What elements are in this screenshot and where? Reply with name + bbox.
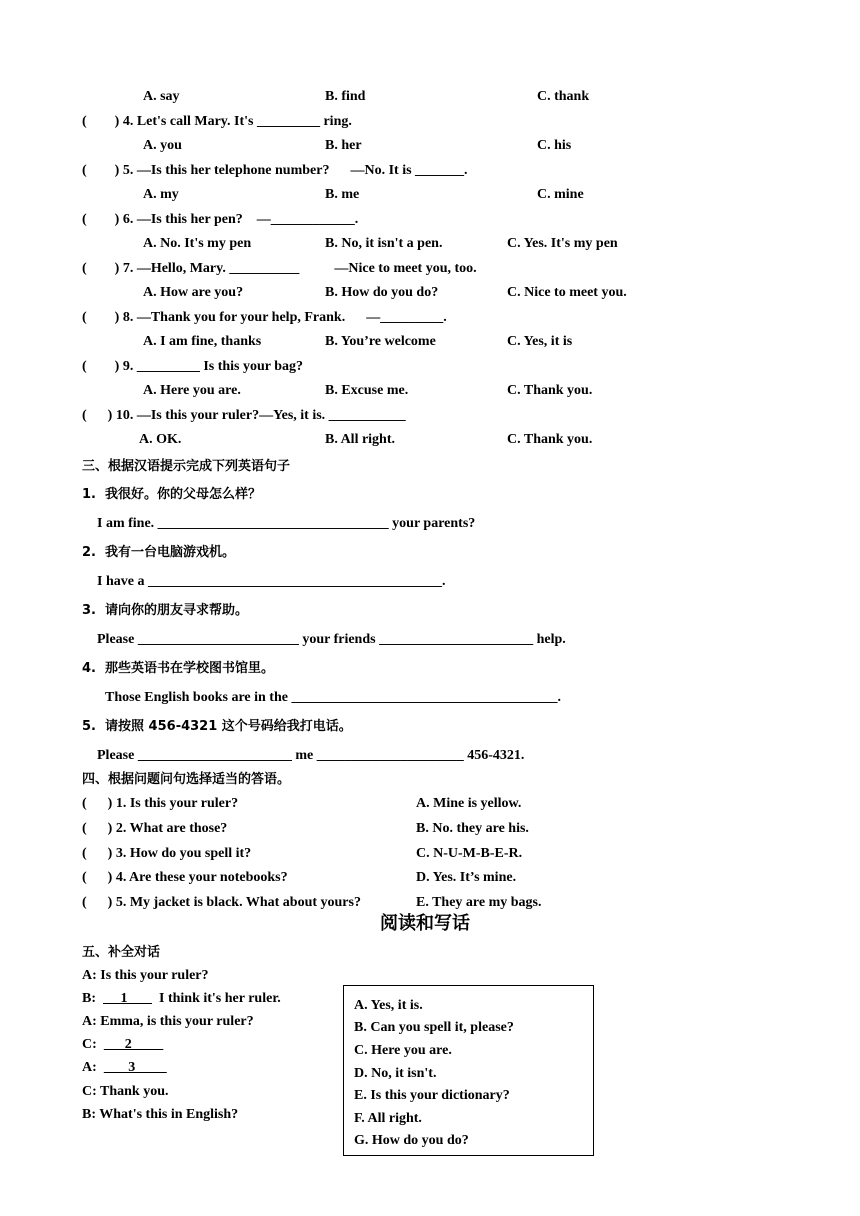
- option-c: C. his: [537, 138, 572, 153]
- option-b: B. No, it isn't a pen.: [325, 236, 443, 251]
- option-b: B. You’re welcome: [325, 334, 436, 349]
- option-a: A. you: [143, 138, 182, 153]
- dialogue-text: I think it's her ruler.: [152, 991, 281, 1006]
- option-c: C. Yes, it is: [507, 334, 573, 349]
- part3-prompt-1: 1. 我很好。你的父母怎么样？: [82, 487, 262, 502]
- option-c: C. mine: [537, 187, 584, 202]
- question-7: ( ) 7. —Hello, Mary. __________ —Nice to meet you, too.: [82, 261, 477, 276]
- choice-b: B. Can you spell it, please?: [354, 1020, 514, 1035]
- part3-prompt-2: 2. 我有一台电脑游戏机。: [82, 545, 236, 560]
- part4-answer-e: E. They are my bags.: [416, 895, 542, 910]
- dialogue-line-7: B: What's this in English?: [82, 1107, 239, 1122]
- dialogue-line-4: [82, 1037, 163, 1053]
- speaker: A:: [82, 1060, 104, 1075]
- part4-question-2: ( ) 2. What are those?: [82, 821, 228, 836]
- part4-answer-c: C. N-U-M-B-E-R.: [416, 846, 523, 861]
- option-c: C. Thank you.: [507, 383, 593, 398]
- option-c: C. Nice to meet you.: [507, 285, 627, 300]
- option-b: B. All right.: [325, 432, 396, 447]
- blank-2[interactable]: 2: [103, 1037, 164, 1052]
- choice-e: E. Is this your dictionary?: [354, 1088, 510, 1103]
- blank-3[interactable]: 3: [103, 1060, 167, 1075]
- part3-sentence-5: Please ______________________ me _____________________ 456-4321.: [97, 748, 525, 763]
- speaker: C:: [82, 1037, 104, 1052]
- question-8: ( ) 8. —Thank you for your help, Frank. —_________.: [82, 310, 447, 325]
- part4-title: 四、根据问题问句选择适当的答语。: [82, 772, 291, 787]
- option-b: B. How do you do?: [325, 285, 439, 300]
- part4-question-1: ( ) 1. Is this your ruler?: [82, 796, 239, 811]
- choice-f: F. All right.: [354, 1111, 422, 1126]
- option-a: A. OK.: [139, 432, 182, 447]
- dialogue-line-6: C: Thank you.: [82, 1084, 169, 1099]
- question-10: ( ) 10. —Is this your ruler?—Yes, it is. ___________: [82, 408, 406, 423]
- part3-sentence-2: I have a __________________________________________.: [97, 574, 446, 589]
- section-heading: 阅读和写话: [380, 913, 470, 934]
- part4-question-4: ( ) 4. Are these your notebooks?: [82, 870, 288, 885]
- part3-prompt-3: 3. 请向你的朋友寻求帮助。: [82, 603, 249, 618]
- option-b: B. her: [325, 138, 362, 153]
- part3-sentence-1: I am fine. _________________________________ your parents?: [97, 516, 476, 531]
- choice-g: G. How do you do?: [354, 1133, 469, 1148]
- part4-answer-d: D. Yes. It’s mine.: [416, 870, 517, 885]
- option-c: C. thank: [537, 89, 590, 104]
- option-a: A. I am fine, thanks: [143, 334, 262, 349]
- option-c: C. Thank you.: [507, 432, 593, 447]
- part3-sentence-4: Those English books are in the ______________________________________.: [105, 690, 561, 705]
- part3-sentence-3: Please _______________________ your friends ______________________ help.: [97, 632, 566, 647]
- part4-question-5: ( ) 5. My jacket is black. What about yours?: [82, 895, 361, 910]
- option-a: A. No. It's my pen: [143, 236, 252, 251]
- option-a: A. Here you are.: [143, 383, 241, 398]
- choice-d: D. No, it isn't.: [354, 1066, 437, 1081]
- option-a: A. How are you?: [143, 285, 244, 300]
- option-b: B. find: [325, 89, 366, 104]
- question-4: ( ) 4. Let's call Mary. It's _________ ring.: [82, 114, 352, 129]
- question-6: ( ) 6. —Is this her pen? —____________.: [82, 212, 359, 227]
- choice-c: C. Here you are.: [354, 1043, 452, 1058]
- part3-title: 三、根据汉语提示完成下列英语句子: [82, 459, 291, 474]
- speaker: B:: [82, 991, 103, 1006]
- dialogue-line-3: A: Emma, is this your ruler?: [82, 1014, 254, 1029]
- part5-title: 五、补全对话: [82, 945, 161, 960]
- part3-prompt-4: 4. 那些英语书在学校图书馆里。: [82, 661, 275, 676]
- part4-question-3: ( ) 3. How do you spell it?: [82, 846, 252, 861]
- choice-a: A. Yes, it is.: [354, 998, 423, 1013]
- option-b: B. me: [325, 187, 360, 202]
- part4-answer-a: A. Mine is yellow.: [416, 796, 522, 811]
- question-9: ( ) 9. _________ Is this your bag?: [82, 359, 304, 374]
- option-a: A. my: [143, 187, 179, 202]
- dialogue-line-1: A: Is this your ruler?: [82, 968, 209, 983]
- dialogue-line-5: [82, 1060, 167, 1076]
- part4-answer-b: B. No. they are his.: [416, 821, 529, 836]
- choices-box: [343, 985, 594, 1156]
- part3-prompt-5: 5. 请按照 456-4321 这个号码给我打电话。: [82, 719, 352, 734]
- dialogue-line-2: [82, 991, 281, 1007]
- option-c: C. Yes. It's my pen: [507, 236, 618, 251]
- question-5: ( ) 5. —Is this her telephone number? —No. It is _______.: [82, 163, 468, 178]
- option-a: A. say: [143, 89, 180, 104]
- option-b: B. Excuse me.: [325, 383, 409, 398]
- blank-1[interactable]: 1: [103, 991, 152, 1006]
